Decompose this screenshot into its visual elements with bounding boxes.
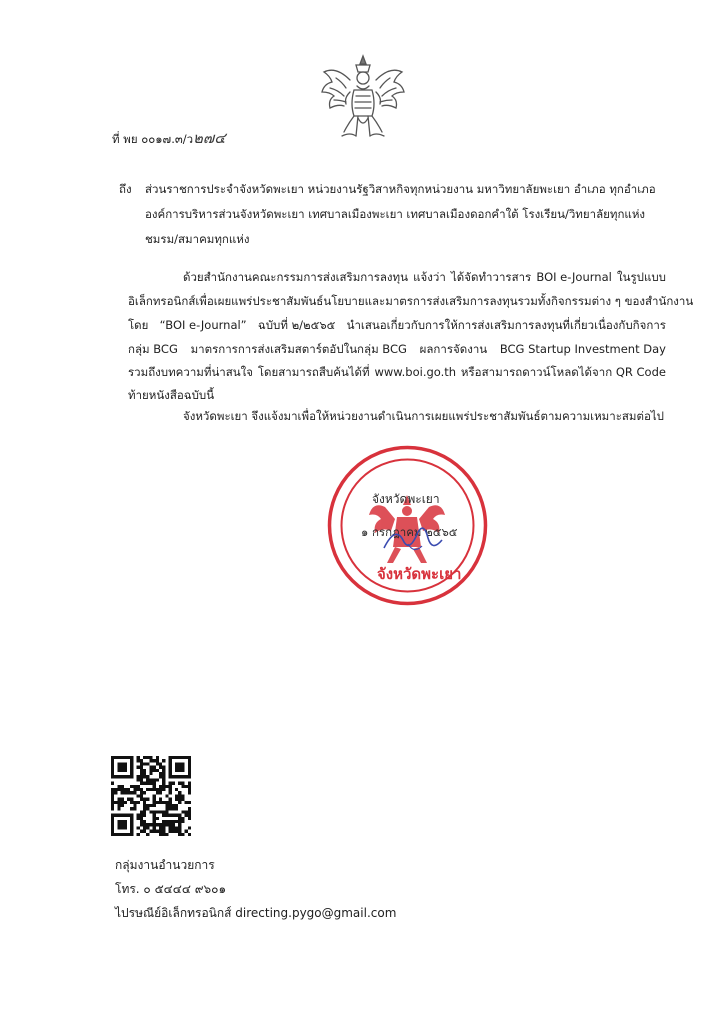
reference-handwritten-number: ๒๗๔	[193, 129, 226, 147]
body-line: โดย “BOI e-Journal” ฉบับที่ ๒/๒๕๖๕ นำเสนอเกี่ยวกับการให้การส่งเสริมการลงทุนที่เกี่ยวเนื่องกับกิจการ	[128, 318, 666, 332]
signature-scribble	[378, 518, 448, 558]
footer-phone: โทร. ๐ ๕๔๔๔ ๙๖๐๑	[115, 882, 227, 896]
body-line: อิเล็กทรอนิกส์ เพื่อเผยแพร่ประชาสัมพันธ์นโยบายและมาตรการส่งเสริมการลงทุน รวมทั้งกิจกรรมต่าง ๆ ของสำนักงาน	[128, 294, 694, 308]
garuda-emblem	[320, 52, 406, 142]
seal-bottom-text: จังหวัดพะเยา	[377, 565, 462, 583]
closing-sentence: จังหวัดพะเยา จึงแจ้งมาเพื่อให้หน่วยงานดำเนินการเผยแพร่ประชาสัมพันธ์ตามความเหมาะสมต่อไป	[183, 409, 664, 423]
seal-date: ๑ กรกฎาคม ๒๕๖๕	[361, 525, 458, 539]
body-line: ท้ายหนังสือฉบับนี้	[128, 388, 215, 402]
body-line: ด้วยสำนักงานคณะกรรมการส่งเสริมการลงทุน แจ้งว่า ได้จัดทำวารสาร BOI e-Journal ในรูปแบบ	[183, 270, 666, 284]
reference-number	[112, 127, 226, 150]
qr-code[interactable]	[111, 756, 191, 836]
recipient-line: ชมรม/สมาคมทุกแห่ง	[145, 232, 250, 246]
footer-department: กลุ่มงานอำนวยการ	[115, 858, 215, 872]
body-line: กลุ่ม BCG มาตรการการส่งเสริมสตาร์ตอัปในกลุ่ม BCG ผลการจัดงาน BCG Startup Investment Day	[128, 342, 666, 356]
reference-prefix: ที่ พย ๐๐๑๗.๓/ว	[112, 132, 194, 146]
recipient-line: องค์การบริหารส่วนจังหวัดพะเยา เทศบาลเมืองพะเยา เทศบาลเมืองดอกคำใต้ โรงเรียน/วิทยาลัยทุกแห่ง	[145, 207, 646, 221]
recipient-label: ถึง	[119, 182, 132, 196]
seal-top-text: จังหวัดพะเยา	[372, 492, 440, 506]
footer-email[interactable]: ไปรษณีย์อิเล็กทรอนิกส์ directing.pygo@gmail.com	[115, 906, 397, 920]
recipient-line: ส่วนราชการประจำจังหวัดพะเยา หน่วยงานรัฐวิสาหกิจทุกหน่วยงาน มหาวิทยาลัยพะเยา อำเภอ ทุกอำเภอ	[145, 182, 656, 196]
body-line: รวมถึงบทความที่น่าสนใจ โดยสามารถสืบค้นได้ที่ www.boi.go.th หรือสามารถดาวน์โหลดได้จาก QR Code	[128, 361, 666, 383]
website-link[interactable]: www.boi.go.th	[374, 365, 457, 379]
